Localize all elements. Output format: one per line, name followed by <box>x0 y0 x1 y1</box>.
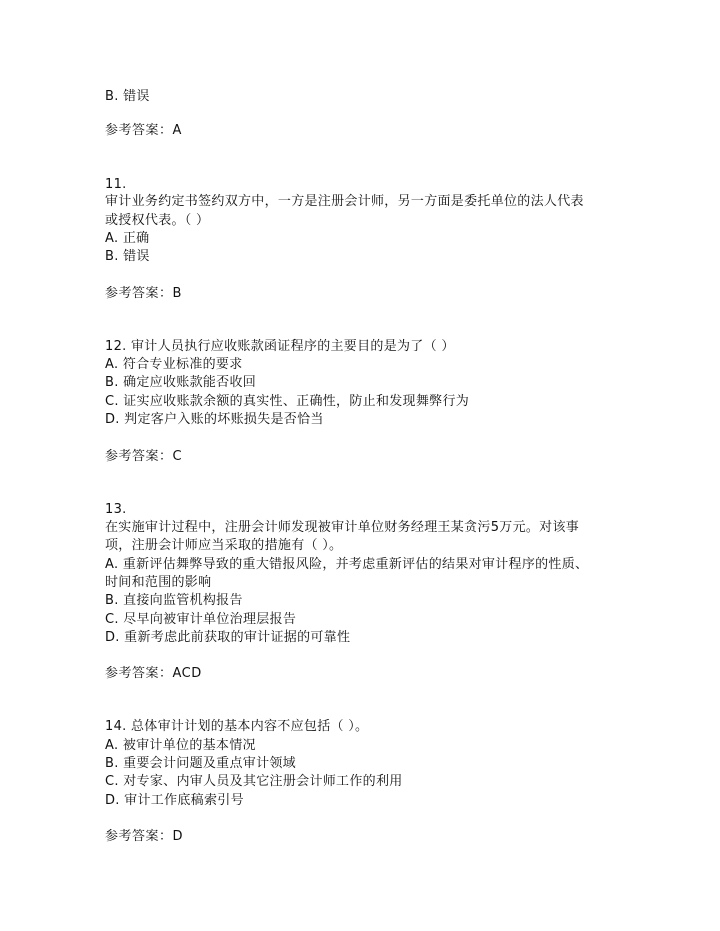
q14-answer: 参考答案：D <box>105 829 184 844</box>
q12-option-d: D. 判定客户入账的坏账损失是否恰当 <box>105 412 324 427</box>
q13-stem-line2: 项，注册会计师应当采取的措施有（ ）。 <box>105 538 343 553</box>
q12-stem: 12. 审计人员执行应收账款函证程序的主要目的是为了（ ） <box>105 339 455 354</box>
q11-answer: 参考答案：B <box>105 286 182 301</box>
q11-option-b: B. 错误 <box>105 249 150 264</box>
q11-stem-line1: 审计业务约定书签约双方中，一方是注册会计师，另一方面是委托单位的法人代表 <box>105 194 584 209</box>
q13-option-a-line1: A. 重新评估舞弊导致的重大错报风险，并考虑重新评估的结果对审计程序的性质、 <box>105 557 589 572</box>
q13-number: 13. <box>105 502 127 517</box>
q14-option-c: C. 对专家、内审人员及其它注册会计师工作的利用 <box>105 774 403 789</box>
q11-number: 11. <box>105 177 127 192</box>
q10-answer: 参考答案：A <box>105 123 182 138</box>
q13-option-a-line2: 时间和范围的影响 <box>105 575 212 590</box>
q13-option-b: B. 直接向监管机构报告 <box>105 593 243 608</box>
q12-option-a: A. 符合专业标准的要求 <box>105 357 243 372</box>
q13-option-d: D. 重新考虑此前获取的审计证据的可靠性 <box>105 630 351 645</box>
q12-option-b: B. 确定应收账款能否收回 <box>105 375 257 390</box>
q10-option-b: B. 错误 <box>105 89 150 104</box>
q13-stem-line1: 在实施审计过程中，注册会计师发现被审计单位财务经理王某贪污5万元。对该事 <box>105 520 580 535</box>
q13-option-c: C. 尽早向被审计单位治理层报告 <box>105 612 297 627</box>
q13-answer: 参考答案：ACD <box>105 666 202 681</box>
q14-option-a: A. 被审计单位的基本情况 <box>105 738 256 753</box>
q11-option-a: A. 正确 <box>105 231 150 246</box>
q12-option-c: C. 证实应收账款余额的真实性、正确性，防止和发现舞弊行为 <box>105 394 470 409</box>
q14-option-d: D. 审计工作底稿索引号 <box>105 793 244 808</box>
q14-stem: 14. 总体审计计划的基本内容不应包括（ ）。 <box>105 719 369 734</box>
q12-answer: 参考答案：C <box>105 449 183 464</box>
q11-stem-line2: 或授权代表。（ ） <box>105 213 210 228</box>
q14-option-b: B. 重要会计问题及重点审计领域 <box>105 756 296 771</box>
